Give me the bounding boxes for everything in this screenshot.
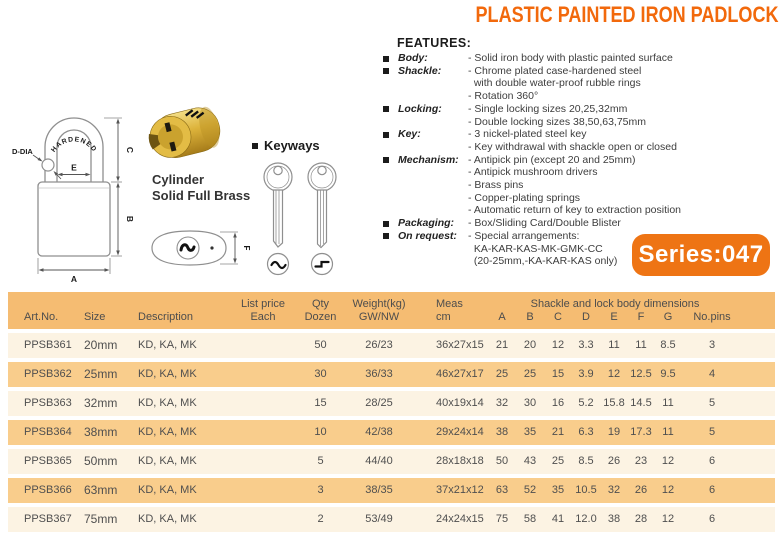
- cell-list-price: [233, 362, 293, 387]
- cell-description: KD, KA, MK: [138, 513, 197, 525]
- dim-f-arrow-top: [233, 233, 237, 238]
- feature-line: with double water-proof rubble rings: [468, 77, 641, 90]
- dim-a-arrow-left: [39, 268, 44, 272]
- cell-dim-c: 21: [551, 426, 565, 438]
- feature-lines: [468, 217, 688, 230]
- cell-description: KD, KA, MK: [138, 484, 197, 496]
- header-dim-e: E: [610, 311, 618, 323]
- cell-size: 75mm: [84, 512, 118, 526]
- header-dimensions-group-title: Shackle and lock body dimensions: [530, 298, 700, 310]
- cell-dim-f: 14.5: [630, 397, 652, 409]
- cell-dim-d: 12.0: [575, 513, 597, 525]
- cell-description: KD, KA, MK: [138, 426, 197, 438]
- cylinder-caption-line2: Solid Full Brass: [152, 188, 251, 203]
- cell-dim-a: 75: [495, 513, 509, 525]
- cell-spacer: [742, 333, 775, 358]
- cell-meas: 46x27x17: [436, 368, 484, 380]
- cell-weight: 28/25: [365, 397, 393, 409]
- feature-line: - Special arrangements:: [468, 229, 580, 242]
- header-size: Size: [84, 311, 106, 323]
- dim-b-arrow-top: [116, 183, 120, 188]
- square-bullet-icon: [383, 132, 389, 138]
- cell-weight: 38/35: [365, 484, 393, 496]
- feature-lines: [468, 52, 688, 65]
- feature-line: - Single locking sizes 20,25,32mm: [468, 102, 628, 115]
- cell-dim-b: 25: [523, 368, 537, 380]
- cell-list-price: [233, 420, 293, 445]
- feature-line: - Antipick pin (except 20 and 25mm): [468, 153, 636, 166]
- cell-art-no: PPSB362: [24, 368, 72, 380]
- cell-list-price: [233, 507, 293, 532]
- feature-item: [383, 128, 688, 153]
- cell-dim-a: 25: [495, 368, 509, 380]
- cell-no-pins: 6: [708, 513, 716, 525]
- series-badge: Series:047: [632, 234, 770, 276]
- features-heading: FEATURES:: [397, 36, 472, 50]
- cell-spacer: [742, 391, 775, 416]
- cell-dim-g: 12: [661, 484, 675, 496]
- cell-spacer: [742, 478, 775, 503]
- header-dim-g: G: [663, 311, 673, 323]
- feature-line: - Brass pins: [468, 179, 524, 192]
- cell-art-no: PPSB364: [24, 426, 72, 438]
- feature-label: Locking:: [398, 102, 442, 115]
- cell-dim-g: 11: [662, 426, 674, 438]
- cell-dim-b: 35: [523, 426, 537, 438]
- key1-blade: [274, 190, 283, 247]
- cell-dim-b: 20: [523, 339, 537, 351]
- keyways-heading-text: Keyways: [264, 138, 320, 153]
- feature-bullet: [383, 128, 398, 153]
- square-bullet-icon: [383, 221, 389, 227]
- square-bullet-icon: [383, 68, 389, 74]
- feature-item: [383, 217, 688, 230]
- cell-dim-d: 5.2: [578, 397, 594, 409]
- table-row: [8, 362, 775, 387]
- feature-label: Packaging:: [398, 217, 455, 230]
- cell-dim-a: 38: [495, 426, 509, 438]
- header-dim-d: D: [582, 311, 590, 323]
- cell-description: KD, KA, MK: [138, 397, 197, 409]
- cell-dim-e: 38: [607, 513, 621, 525]
- header-meas-line1: Meas: [436, 298, 463, 310]
- feature-bullet: [383, 65, 398, 103]
- cell-qty: 2: [317, 513, 324, 525]
- cell-dim-f: 23: [634, 455, 648, 467]
- lock-body-outline: [38, 182, 110, 256]
- cell-dim-a: 32: [495, 397, 509, 409]
- feature-bullet: [383, 103, 398, 128]
- feature-item: [383, 154, 688, 218]
- keyways-heading: [252, 138, 320, 153]
- cell-spacer: [742, 420, 775, 445]
- page-title: PLASTIC PAINTED IRON PADLOCK: [475, 2, 779, 27]
- feature-line: - 3 nickel-plated steel key: [468, 128, 587, 141]
- header-dim-b: B: [526, 311, 534, 323]
- dim-f-label: F: [242, 245, 251, 251]
- header-weight: [348, 298, 410, 329]
- header-list-price: [233, 298, 293, 329]
- header-qty-line2: Dozen: [304, 311, 337, 323]
- cell-spacer: [742, 507, 775, 532]
- cell-art-no: PPSB361: [24, 339, 72, 351]
- feature-bullet: [383, 217, 398, 230]
- header-no-pins: No.pins: [693, 311, 731, 323]
- header-weight-line2: GW/NW: [358, 311, 400, 323]
- cell-meas: 29x24x14: [436, 426, 484, 438]
- header-dimensions-group: [488, 298, 742, 329]
- cell-spacer: [742, 362, 775, 387]
- feature-label: Shackle:: [398, 64, 442, 77]
- cell-dim-g: 11: [662, 397, 674, 409]
- table-body: [8, 333, 775, 532]
- keyways-illustration: [248, 156, 352, 278]
- square-bullet-icon: [383, 56, 389, 62]
- cell-list-price: [233, 391, 293, 416]
- cell-weight: 26/23: [365, 339, 393, 351]
- cell-qty: 5: [317, 455, 324, 467]
- table-row: [8, 449, 775, 474]
- feature-item: [383, 52, 688, 65]
- dim-letters: [488, 311, 742, 324]
- cell-dim-d: 6.3: [578, 426, 594, 438]
- cell-dim-e: 11: [608, 339, 620, 351]
- header-meas-line2: cm: [436, 311, 451, 323]
- cell-size: 32mm: [84, 396, 118, 410]
- cell-meas: 36x27x15: [436, 339, 484, 351]
- cell-description: KD, KA, MK: [138, 455, 197, 467]
- cell-dim-d: 3.9: [578, 368, 594, 380]
- feature-lines: [468, 65, 688, 103]
- cell-dim-e: 19: [607, 426, 621, 438]
- cell-dim-b: 30: [523, 397, 537, 409]
- cell-dim-e: 26: [607, 455, 621, 467]
- cell-size: 63mm: [84, 483, 118, 497]
- header-dim-c: C: [554, 311, 562, 323]
- table-row: [8, 507, 775, 532]
- cell-qty: 50: [314, 339, 327, 351]
- key2-blade: [318, 190, 327, 248]
- cell-dim-b: 58: [523, 513, 537, 525]
- dim-a-arrow-right: [105, 268, 110, 272]
- dim-b-arrow-bottom: [116, 251, 120, 256]
- dim-f-arrow-bottom: [233, 259, 237, 264]
- header-spacer: [742, 324, 775, 329]
- cell-weight: 42/38: [365, 426, 393, 438]
- cell-dim-d: 3.3: [578, 339, 594, 351]
- header-list-price-line2: Each: [250, 311, 276, 323]
- table-header-row: [8, 292, 775, 329]
- feature-label: On request:: [398, 229, 457, 242]
- square-bullet-icon: [383, 157, 389, 163]
- cell-dim-g: 12: [661, 455, 675, 467]
- cell-description: KD, KA, MK: [138, 368, 197, 380]
- cell-no-pins: 6: [708, 455, 716, 467]
- cell-spacer: [742, 449, 775, 474]
- cell-meas: 40x19x14: [436, 397, 484, 409]
- cell-list-price: [233, 333, 293, 358]
- cell-dim-a: 21: [495, 339, 509, 351]
- cell-dim-f: 12.5: [630, 368, 652, 380]
- cell-dim-c: 12: [551, 339, 565, 351]
- cell-size: 20mm: [84, 338, 118, 352]
- feature-item: [383, 103, 688, 128]
- cell-no-pins: 5: [708, 426, 716, 438]
- dim-c-arrow-bottom: [116, 177, 120, 182]
- cell-dim-g: 8.5: [660, 339, 676, 351]
- dim-e-label: E: [71, 162, 77, 173]
- feature-item: [383, 65, 688, 103]
- square-bullet-icon: [252, 143, 258, 149]
- dim-b-label: B: [125, 215, 135, 223]
- cell-dim-a: 50: [495, 455, 509, 467]
- header-dim-a: A: [498, 311, 506, 323]
- cell-qty: 3: [317, 484, 324, 496]
- feature-line: - Antipick mushroom drivers: [468, 166, 598, 179]
- cylinder-caption-line1: Cylinder: [152, 172, 205, 187]
- cell-no-pins: 4: [708, 368, 716, 380]
- cell-dim-e: 32: [607, 484, 621, 496]
- shackle-ball: [42, 159, 54, 171]
- cell-art-no: PPSB367: [24, 513, 72, 525]
- cell-dim-e: 15.8: [603, 397, 625, 409]
- d-dia-label: D-DIA: [12, 147, 33, 156]
- cell-dim-a: 63: [495, 484, 509, 496]
- cell-meas: 37x21x12: [436, 484, 484, 496]
- table-row: [8, 478, 775, 503]
- feature-label: Body:: [398, 52, 428, 64]
- cell-dim-c: 25: [551, 455, 565, 467]
- feature-line: - Rotation 360°: [468, 90, 539, 103]
- dim-a-label: A: [70, 274, 78, 284]
- cell-weight: 44/40: [365, 455, 393, 467]
- cell-dim-c: 35: [551, 484, 565, 496]
- feature-line: - Solid iron body with plastic painted surface: [468, 52, 673, 64]
- feature-line: - Key withdrawal with shackle open or closed: [468, 140, 677, 153]
- cell-dim-f: 28: [634, 513, 648, 525]
- cell-dim-f: 11: [635, 339, 647, 351]
- cylinder-caption: [152, 172, 250, 204]
- feature-line: - Chrome plated case-hardened steel: [468, 64, 642, 77]
- spec-table: [8, 292, 775, 532]
- feature-bullet: [383, 154, 398, 218]
- dim-c-arrow-top: [116, 119, 120, 124]
- cell-meas: 28x18x18: [436, 455, 484, 467]
- cell-size: 25mm: [84, 367, 118, 381]
- cell-dim-b: 52: [523, 484, 537, 496]
- cell-list-price: [233, 449, 293, 474]
- d-dia-arrowhead: [38, 157, 43, 161]
- cell-dim-f: 26: [634, 484, 648, 496]
- feature-line: - Double locking sizes 38,50,63,75mm: [468, 115, 647, 128]
- table-row: [8, 333, 775, 358]
- dim-c-label: C: [125, 146, 135, 154]
- feature-label: Mechanism:: [398, 153, 459, 166]
- cell-weight: 53/49: [365, 513, 393, 525]
- cell-dim-b: 43: [523, 455, 537, 467]
- cell-meas: 24x24x15: [436, 513, 484, 525]
- cell-no-pins: 6: [708, 484, 716, 496]
- cell-no-pins: 3: [708, 339, 716, 351]
- cell-list-price: [233, 478, 293, 503]
- key1-hole: [274, 166, 282, 174]
- feature-label: Key:: [398, 128, 421, 141]
- feature-line: - Copper-plating springs: [468, 191, 581, 204]
- brass-cylinder-image: [140, 95, 232, 170]
- feature-lines: [468, 103, 688, 128]
- header-dim-f: F: [637, 311, 645, 323]
- lock-bottom-view: [138, 222, 253, 274]
- feature-line: - Automatic return of key to extraction position: [468, 204, 682, 217]
- hardened-label: HARDENED: [50, 136, 98, 154]
- cell-size: 50mm: [84, 454, 118, 468]
- table-row: [8, 420, 775, 445]
- cell-weight: 36/33: [365, 368, 393, 380]
- header-weight-line1: Weight(kg): [352, 298, 406, 310]
- cell-qty: 10: [314, 426, 327, 438]
- header-qty: [293, 298, 348, 329]
- cell-art-no: PPSB363: [24, 397, 72, 409]
- feature-line: (20-25mm,-KA-KAR-KAS only): [468, 255, 618, 268]
- cell-dim-e: 12: [607, 368, 621, 380]
- cell-dim-g: 12: [661, 513, 675, 525]
- feature-line: KA-KAR-KAS-MK-GMK-CC: [468, 242, 603, 255]
- cell-no-pins: 5: [708, 397, 716, 409]
- key2-hole: [318, 166, 326, 174]
- cell-description: KD, KA, MK: [138, 339, 197, 351]
- bottom-view-dot: [210, 246, 213, 249]
- cell-dim-d: 10.5: [575, 484, 597, 496]
- cell-art-no: PPSB366: [24, 484, 72, 496]
- header-description: Description: [138, 311, 194, 323]
- feature-lines: [468, 154, 688, 218]
- cell-dim-g: 9.5: [660, 368, 676, 380]
- header-qty-line1: Qty: [311, 298, 330, 310]
- cell-art-no: PPSB365: [24, 455, 72, 467]
- cell-dim-f: 17.3: [630, 426, 652, 438]
- cell-size: 38mm: [84, 425, 118, 439]
- cell-dim-c: 15: [551, 368, 565, 380]
- cell-dim-d: 8.5: [578, 455, 594, 467]
- square-bullet-icon: [383, 233, 389, 239]
- header-list-price-line1: List price: [240, 298, 286, 310]
- cell-dim-c: 41: [551, 513, 565, 525]
- feature-bullet: [383, 52, 398, 65]
- cell-qty: 30: [314, 368, 327, 380]
- cell-qty: 15: [314, 397, 327, 409]
- feature-bullet: [383, 230, 398, 268]
- square-bullet-icon: [383, 106, 389, 112]
- header-meas: [410, 298, 488, 329]
- cell-dim-c: 16: [551, 397, 565, 409]
- table-row: [8, 391, 775, 416]
- feature-line: - Box/Sliding Card/Double Blister: [468, 217, 621, 230]
- header-art-no: Art.No.: [24, 311, 59, 323]
- feature-lines: [468, 128, 688, 153]
